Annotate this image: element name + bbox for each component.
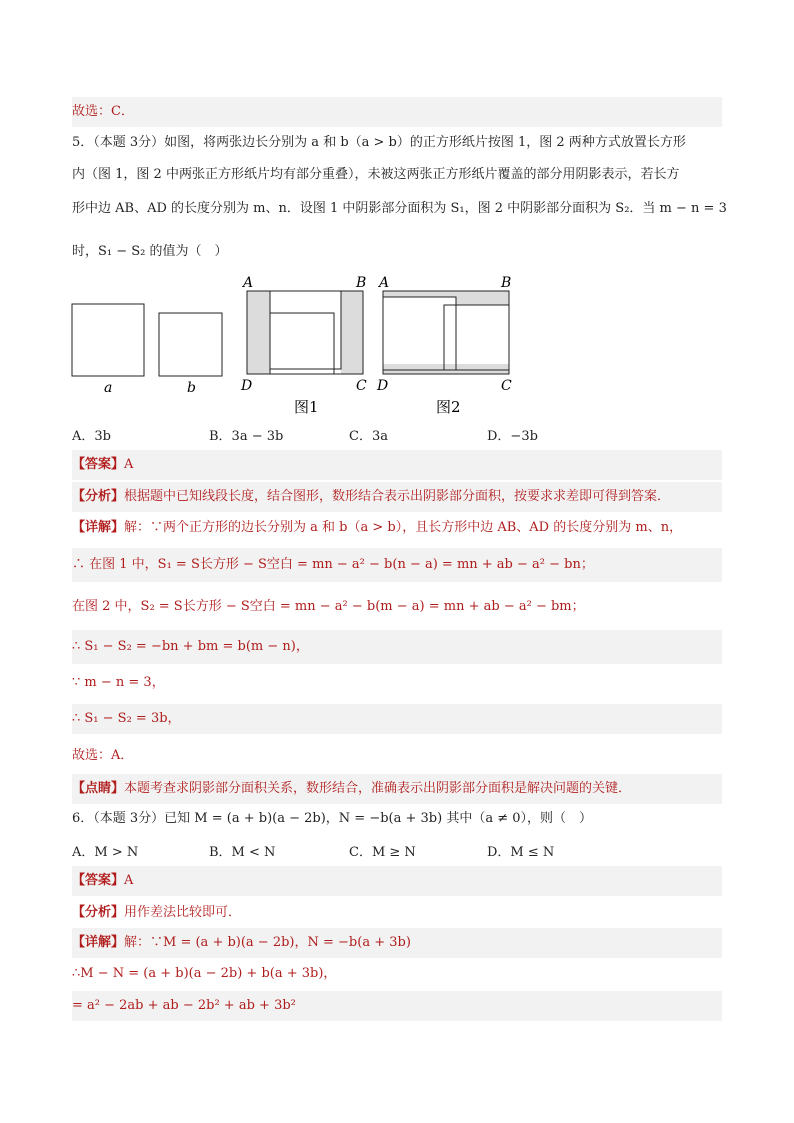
q5-detail-2: ∴ 在图 1 中，S₁ = S长方形 − S空白 = mn − a² − b(n − a) = mn + ab − a² − bn；: [72, 548, 722, 582]
svg-text:B: B: [501, 275, 512, 291]
q5-option-c[interactable]: C．3a: [349, 429, 388, 444]
q5-answer: 【答案】A: [72, 450, 722, 480]
q6-detail-2: ∴M − N = (a + b)(a − 2b) + b(a + 3b)，: [72, 966, 337, 981]
svg-text:A: A: [379, 275, 390, 291]
q5-figure: [60, 270, 530, 420]
q5-detail-6: ∴ S₁ − S₂ = 3b，: [72, 704, 722, 734]
svg-text:D: D: [241, 378, 253, 394]
q5-detail-4: ∴ S₁ − S₂ = −bn + bm = b(m − n)，: [72, 630, 722, 664]
label-b: b: [187, 380, 196, 396]
label-a: a: [104, 380, 113, 396]
svg-text:C: C: [356, 378, 367, 394]
q6-detail-1: 【详解】解：∵M = (a + b)(a − 2b)，N = −b(a + 3b): [72, 928, 722, 958]
q5-detail-1: 【详解】解：∵两个正方形的边长分别为 a 和 b（a > b），且长方形中边 AB、AD 的长度分别为 m、n，: [72, 520, 683, 535]
q6-option-c[interactable]: C．M ≥ N: [349, 845, 416, 860]
fig2-caption: 图2: [436, 398, 461, 416]
q5-stem-line1: 5．（本题 3分）如图，将两张边长分别为 a 和 b（a > b）的正方形纸片按图 1，图 2 两种方式放置长方形: [72, 135, 686, 150]
svg-text:C: C: [501, 378, 512, 394]
q5-stem-line3: 形中边 AB、AD 的长度分别为 m、n．设图 1 中阴影部分面积为 S₁，图 2 中阴影部分面积为 S₂．当 m − n = 3: [72, 201, 727, 216]
square-b: [159, 313, 222, 376]
q6-answer: 【答案】A: [72, 866, 722, 896]
q5-stem-line4: 时，S₁ − S₂ 的值为（ ）: [72, 244, 228, 259]
q6-option-a[interactable]: A．M > N: [72, 845, 139, 860]
q6-option-b[interactable]: B．M < N: [209, 845, 276, 860]
q5-analysis: 【分析】根据题中已知线段长度，结合图形，数形结合表示出阴影部分面积，按要求求差即可得到答案．: [72, 482, 722, 512]
svg-text:B: B: [356, 275, 367, 291]
svg-text:A: A: [243, 275, 254, 291]
q6-option-d[interactable]: D．M ≤ N: [487, 845, 555, 860]
previous-answer-line: 故选：C．: [72, 97, 722, 127]
q5-comment: 【点睛】本题考查求阴影部分面积关系，数形结合，准确表示出阴影部分面积是解决问题的关键．: [72, 774, 722, 804]
q5-option-b[interactable]: B．3a − 3b: [209, 429, 284, 444]
figure-1: [240, 275, 367, 416]
q5-option-a[interactable]: A．3b: [72, 429, 111, 444]
q5-conclusion: 故选：A．: [72, 748, 134, 763]
q6-analysis: 【分析】用作差法比较即可．: [72, 905, 242, 920]
svg-text:D: D: [377, 378, 389, 394]
q5-stem-line2: 内（图 1，图 2 中两张正方形纸片均有部分重叠），未被这两张正方形纸片覆盖的部分用阴影表示，若长方: [72, 167, 680, 182]
q6-stem: 6．（本题 3分）已知 M = (a + b)(a − 2b)，N = −b(a + 3b) 其中（a ≠ 0），则（ ）: [72, 811, 592, 826]
square-a: [72, 304, 144, 376]
q6-detail-3: = a² − 2ab + ab − 2b² + ab + 3b²: [72, 991, 722, 1021]
fig1-caption: 图1: [294, 398, 319, 416]
q5-detail-3: 在图 2 中，S₂ = S长方形 − S空白 = mn − a² − b(m − a) = mn + ab − a² − bm；: [72, 599, 585, 614]
q5-option-d[interactable]: D．−3b: [487, 429, 538, 444]
q5-detail-5: ∵ m − n = 3，: [72, 675, 165, 690]
figure-2: [376, 275, 512, 416]
